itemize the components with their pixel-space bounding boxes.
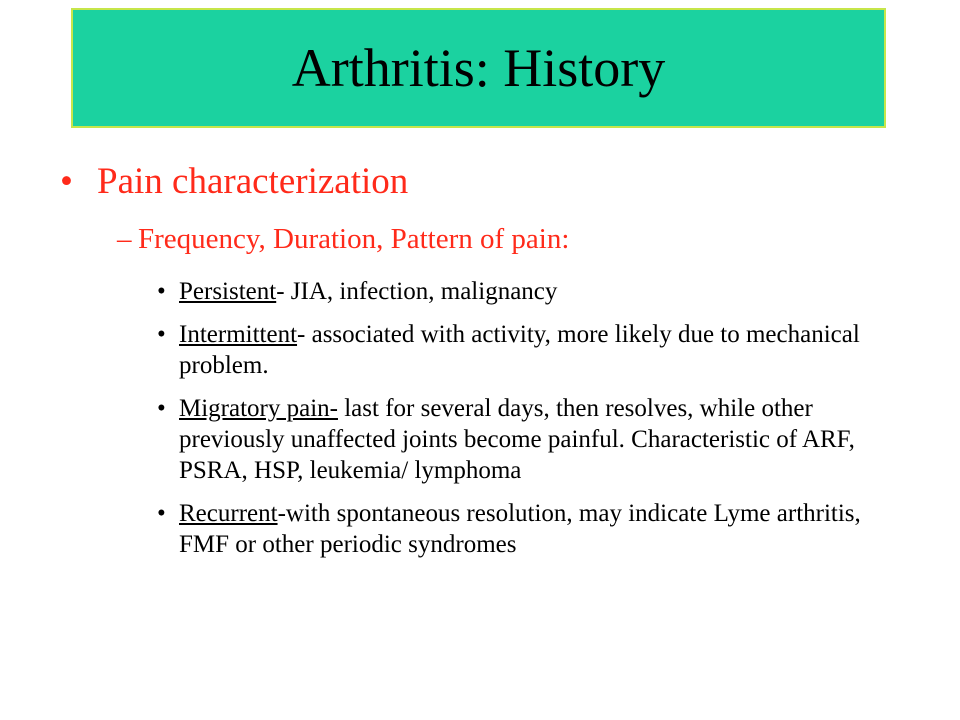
item-term: Intermittent [179,321,298,348]
item-term: Recurrent [179,500,278,527]
list-item-intermittent [157,319,917,381]
bullet-level-2 [117,223,569,256]
item-desc: - JIA, infection, malignancy [276,278,558,305]
list-item-recurrent [157,498,917,560]
list-item-persistent [157,276,917,307]
slide-title: Arthritis: History [291,38,666,98]
list-item-text [179,393,917,486]
item-desc: last for several days, then resolves, while other previously unaffected joints become painful. Characteristic of ARF, PSRA, HSP, leukemia/ lymphoma [179,395,855,484]
item-desc: - associated with activity, more likely due to mechanical problem. [179,321,860,379]
bullet-level-2-text: Frequency, Duration, Pattern of pain: [138,223,570,255]
bullet-dot-icon: • [157,321,166,348]
bullet-level-1 [60,160,408,203]
dash-icon: – [117,223,132,255]
item-desc: -with spontaneous resolution, may indicate Lyme arthritis, FMF or other periodic syndromes [179,500,861,558]
title-banner [71,8,886,128]
bullet-dot-icon: • [157,278,166,305]
list-item-text [179,498,917,560]
list-item-text [179,319,917,381]
list-item-migratory [157,393,917,486]
list-item-text [179,276,917,307]
bullet-dot-icon: • [60,161,73,202]
item-term: Persistent [179,278,277,305]
bullet-dot-icon: • [157,395,166,422]
item-term: Migratory pain- [179,395,338,422]
bullet-dot-icon: • [157,500,166,527]
pain-pattern-list [157,276,917,572]
bullet-level-1-text: Pain characterization [97,161,409,202]
